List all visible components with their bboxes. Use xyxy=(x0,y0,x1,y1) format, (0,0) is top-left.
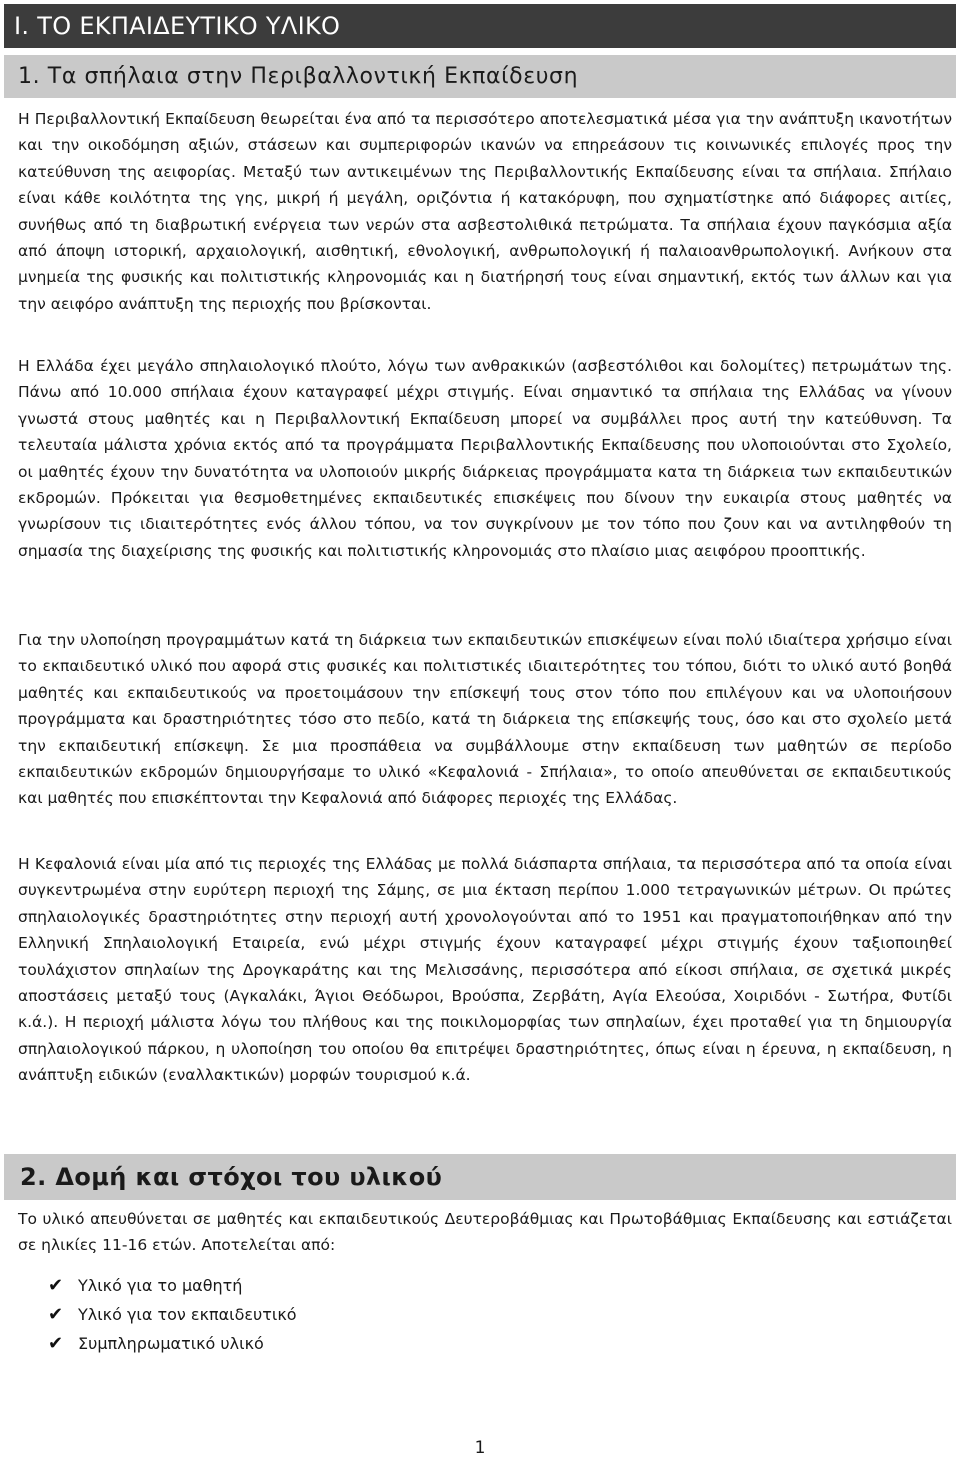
checkmark-icon: ✔ xyxy=(48,1304,64,1325)
list-item-label: Υλικό για τον εκπαιδευτικό xyxy=(78,1305,297,1324)
list-item-label: Συμπληρωματικό υλικό xyxy=(78,1334,264,1353)
list-item xyxy=(48,1329,297,1358)
page-number: 1 xyxy=(474,1438,486,1458)
chapter-title: Ι. ΤΟ ΕΚΠΑΙΔΕΥΤΙΚΟ ΥΛΙΚΟ xyxy=(4,4,956,48)
list-item xyxy=(48,1300,297,1329)
section-2-heading: 2. Δομή και στόχοι του υλικού xyxy=(4,1154,956,1200)
list-item xyxy=(48,1271,297,1300)
checkmark-icon: ✔ xyxy=(48,1275,64,1296)
paragraph-4: Η Κεφαλονιά είναι μία από τις περιοχές της Ελλάδας με πολλά διάσπαρτα σπήλαια, τα περισσότερα από τα οποία είναι συγκεντρωμένα στην ευρύτερη περιοχή της Σάμης, σε μια έκταση περίπου 1.000 τετραγωνικών μέτρων. Οι πρώτες σπηλαιολογικές δραστηριότητες στην περιοχή αυτή χρονολογούνται από το 1951 και πραγματοποιήθηκαν από την Ελληνική Σπηλαιολογική Εταιρεία, ενώ μέχρι στιγμής έχουν καταγραφεί μέχρι στιγμής έχουν ταξιοποιηθεί τουλάχιστον σπηλαίων της Δρογκαράτης και της Μελισσάνης, περισσότερα από είκοσι σπήλαια, σε σχετικά μικρές αποστάσεις μεταξύ τους (Αγκαλάκι, Άγιοι Θεόδωροι, Βρούσπα, Ζερβάτη, Αγία Ελεούσα, Χοιριδόνι - Σωτήρα, Φυτίδι κ.ά.). Η περιοχή μάλιστα λόγω του πλήθους και της ποικιλομορφίας των σπηλαίων, έχει προταθεί για τη δημιουργία σπηλαιολογικού πάρκου, η υλοποίηση του οποίου θα επιτρέψει δραστηριότητες, όπως είναι η έρευνα, η εκπαίδευση, η ανάπτυξη ειδικών (εναλλακτικών) μορφών τουρισμού κ.ά. xyxy=(18,855,952,1085)
section-2-paragraph: Το υλικό απευθύνεται σε μαθητές και εκπαιδευτικούς Δευτεροβάθμιας και Πρωτοβάθμιας Εκπαίδευσης και εστιάζεται σε ηλικίες 11-16 ετών. Αποτελείται από: xyxy=(18,1210,952,1254)
paragraph-2: Η Ελλάδα έχει μεγάλο σπηλαιολογικό πλούτο, λόγω των ανθρακικών (ασβεστόλιθοι και δολομίτες) πετρωμάτων της. Πάνω από 10.000 σπήλαια έχουν καταγραφεί μέχρι στιγμής. Είναι σημαντικό τα σπήλαια της Ελλάδας να γίνουν γνωστά στους μαθητές και η Περιβαλλοντική Εκπαίδευση μπορεί να συμβάλλει προς αυτή την κατεύθυνση. Τα τελευταία μάλιστα χρόνια εκτός από τα προγράμματα Περιβαλλοντικής Εκπαίδευσης που υλοποιούνται στο Σχολείο, οι μαθητές έχουν την δυνατότητα να υλοποιούν μικρής διάρκειας προγράμματα κατα τη διάρκεια των εκπαιδευτικών εκδρομών. Πρόκειται για θεσμοθετημένες εκπαιδευτικές επισκέψεις που δίνουν την ευκαιρία στους μαθητές να γνωρίσουν τις ιδιαιτερότητες ενός άλλου τόπου, να τον συγκρίνουν με τον τόπο που ζουν και να αντιληφθούν τη σημασία της διαχείρισης της φυσικής και πολιτιστικής κληρονομιάς στο πλαίσιο μιας αειφόρου προοπτικής. xyxy=(18,357,952,560)
paragraph-3: Για την υλοποίηση προγραμμάτων κατά τη διάρκεια των εκπαιδευτικών επισκέψεων είναι πολύ ιδιαίτερα χρήσιμο είναι το εκπαιδευτικό υλικό που αφορά στις φυσικές και πολιτιστικές ιδιαιτερότητες του τόπου, διότι το υλικό αυτό βοηθά μαθητές και εκπαιδευτικούς να προετοιμάσουν την επίσκεψή τους στον τόπο που επιλέγουν και να υλοποιήσουν προγράμματα και δραστηριότητες τόσο στο πεδίο, κατά τη διάρκεια της επίσκεψής τους, όσο και στο σχολείο μετά την εκπαιδευτική επίσκεψη. Σε μια προσπάθεια να συμβάλλουμε στην εκπαίδευση των μαθητών σε περίοδο εκπαιδευτικών εκδρομών δημιουργήσαμε το υλικό «Κεφαλονιά - Σπήλαια», το οποίο απευθύνεται σε εκπαιδευτικούς και μαθητές που επισκέπτονται την Κεφαλονιά από διάφορες περιοχές της Ελλάδας. xyxy=(18,631,952,808)
list-item-label: Υλικό για το μαθητή xyxy=(78,1276,243,1295)
checkmark-icon: ✔ xyxy=(48,1333,64,1354)
material-list xyxy=(48,1271,297,1358)
paragraph-1: Η Περιβαλλοντική Εκπαίδευση θεωρείται ένα από τα περισσότερο αποτελεσματικά μέσα για την ανάπτυξη ικανοτήτων και την οικοδόμηση αξιών, στάσεων και συμπεριφορών ικανών να επηρεάσουν τις κοινωνικές επιλογές προς την κατεύθυνση της αειφορίας. Μεταξύ των αντικειμένων της Περιβαλλοντικής Εκπαίδευσης είναι τα σπήλαια. Σπήλαιο είναι κάθε κοιλότητα της γης, μικρή ή μεγάλη, οριζόντια ή κατακόρυφη, που σχηματίστηκε από διάφορες αιτίες, συνήθως από τη διαβρωτική ενέργεια των νερών στα ασβεστολιθικά πετρώματα. Τα σπήλαια έχουν παγκόσμια αξία από άποψη ιστορική, αρχαιολογική, αισθητική, εθνολογική, ανθρωπολογική ή παλαιοανθρωπολογική. Ανήκουν στα μνημεία της φυσικής και πολιτιστικής κληρονομιάς και η διατήρησή τους είναι σημαντική, εκτός των άλλων και για την αειφόρο ανάπτυξη της περιοχής που βρίσκονται. xyxy=(18,110,952,313)
section-1-heading: 1. Τα σπήλαια στην Περιβαλλοντική Εκπαίδευση xyxy=(4,55,956,98)
